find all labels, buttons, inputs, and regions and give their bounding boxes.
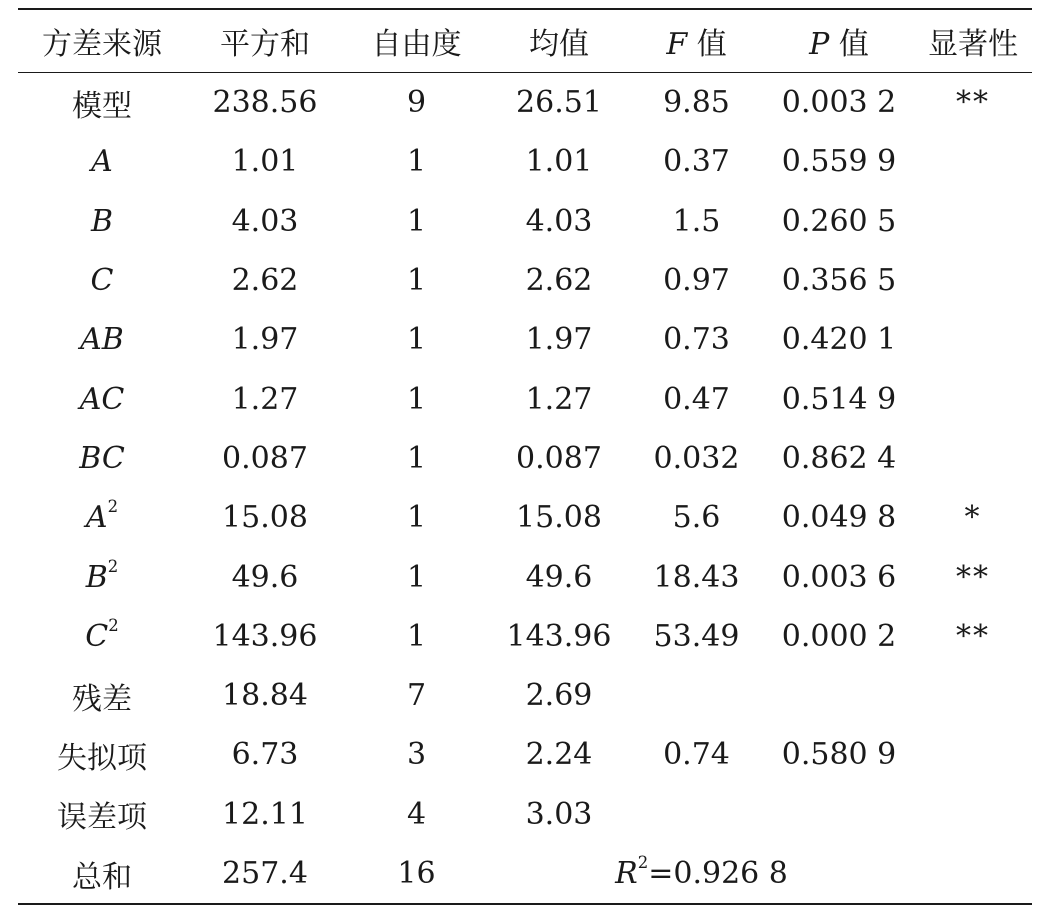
source-italic: AB <box>80 322 124 358</box>
cell-f-value: 9.85 <box>663 85 730 121</box>
cell-source <box>18 488 186 547</box>
cell-p-value: 0.003 2 <box>781 85 897 121</box>
header-f-value <box>629 9 764 73</box>
cell-p-value: 0.514 9 <box>781 381 897 417</box>
r-squared-value: =0.926 8 <box>648 856 788 891</box>
cell-degrees-of-freedom: 1 <box>406 144 427 180</box>
cell-total-sum-of-squares: 257.4 <box>222 856 308 891</box>
cell-degrees-of-freedom: 1 <box>406 203 427 239</box>
cell-source <box>18 132 186 191</box>
cell-degrees-of-freedom: 1 <box>406 559 427 595</box>
table-row <box>18 192 1032 251</box>
table-row <box>18 785 1032 844</box>
cell-sum-of-squares: 6.73 <box>231 737 299 773</box>
cell-sum-of-squares: 238.56 <box>212 85 318 121</box>
cell-mean-square: 2.24 <box>525 737 593 773</box>
anova-table <box>18 8 1032 905</box>
header-degrees-of-freedom: 自由度 <box>371 27 462 62</box>
cell-f-value: 1.5 <box>672 203 721 239</box>
cell-total-significance <box>914 844 1032 904</box>
cell-mean-square: 26.51 <box>516 85 602 121</box>
cell-f-value: 0.47 <box>663 381 730 417</box>
cell-source <box>18 73 186 133</box>
cell-sum-of-squares: 4.03 <box>231 203 299 239</box>
cell-f-value: 0.37 <box>663 144 730 180</box>
header-sum-of-squares: 平方和 <box>220 27 310 62</box>
cell-f-value <box>629 785 764 844</box>
cell-p-value <box>764 666 914 725</box>
cell-significance <box>914 429 1032 488</box>
cell-source <box>18 607 186 666</box>
cell-source <box>18 785 186 844</box>
cell-sum-of-squares: 0.087 <box>222 440 308 476</box>
cell-f-value: 0.97 <box>663 263 730 299</box>
cell-sum-of-squares: 12.11 <box>222 796 308 832</box>
header-f-symbol: F <box>666 27 688 62</box>
header-f-suffix: 值 <box>696 27 727 62</box>
header-p-value <box>764 9 914 73</box>
cell-significance: * <box>964 500 982 536</box>
cell-p-value: 0.000 2 <box>781 618 897 654</box>
source-italic: B <box>90 203 114 239</box>
cell-sum-of-squares: 15.08 <box>222 500 308 536</box>
cell-p-value: 0.049 8 <box>781 500 897 536</box>
cell-significance <box>914 251 1032 310</box>
header-mean-square: 均值 <box>529 27 589 62</box>
cell-total-source: 总和 <box>72 859 132 895</box>
cell-degrees-of-freedom: 7 <box>406 678 427 714</box>
cell-source <box>18 725 186 784</box>
header-source: 方差来源 <box>42 27 162 62</box>
cell-f-value <box>629 666 764 725</box>
cell-r-squared <box>489 844 914 904</box>
source-superscript: 2 <box>107 556 119 576</box>
cell-significance <box>914 192 1032 251</box>
table-row <box>18 488 1032 547</box>
cell-degrees-of-freedom: 1 <box>406 263 427 299</box>
cell-degrees-of-freedom: 1 <box>406 618 427 654</box>
source-text: 失拟项 <box>57 740 147 776</box>
cell-source <box>18 192 186 251</box>
cell-f-value: 0.032 <box>653 440 740 476</box>
cell-significance <box>914 666 1032 725</box>
table-row <box>18 132 1032 191</box>
r-squared-superscript: 2 <box>637 853 649 873</box>
cell-mean-square: 2.69 <box>525 678 593 714</box>
table-row <box>18 429 1032 488</box>
cell-p-value: 0.003 6 <box>781 559 897 595</box>
cell-degrees-of-freedom: 1 <box>406 440 427 476</box>
cell-significance <box>914 132 1032 191</box>
source-italic: BC <box>79 440 125 476</box>
cell-p-value: 0.580 9 <box>781 737 897 773</box>
source-italic: AC <box>79 381 125 417</box>
cell-significance <box>914 785 1032 844</box>
cell-source <box>18 310 186 369</box>
cell-f-value: 53.49 <box>653 618 740 654</box>
source-superscript: 2 <box>108 615 119 635</box>
header-p-symbol: P <box>809 27 830 62</box>
cell-sum-of-squares: 143.96 <box>212 618 318 654</box>
header-significance: 显著性 <box>928 27 1018 62</box>
table-row <box>18 607 1032 666</box>
table-header <box>18 9 1032 73</box>
cell-significance <box>914 310 1032 369</box>
cell-mean-square: 15.08 <box>516 500 602 536</box>
table-row <box>18 310 1032 369</box>
source-text: 残差 <box>72 681 132 717</box>
table-row <box>18 251 1032 310</box>
cell-significance <box>914 369 1032 428</box>
cell-p-value: 0.356 5 <box>781 263 897 299</box>
cell-significance <box>914 725 1032 784</box>
cell-sum-of-squares: 18.84 <box>222 678 308 714</box>
table-row <box>18 725 1032 784</box>
cell-degrees-of-freedom: 1 <box>406 500 427 536</box>
cell-sum-of-squares: 2.62 <box>231 263 299 299</box>
cell-mean-square: 49.6 <box>525 559 593 595</box>
cell-sum-of-squares: 1.27 <box>231 381 299 417</box>
cell-mean-square: 4.03 <box>525 203 593 239</box>
cell-source <box>18 251 186 310</box>
cell-degrees-of-freedom: 4 <box>406 796 427 832</box>
cell-f-value: 5.6 <box>672 500 721 536</box>
cell-significance: ** <box>956 618 990 654</box>
header-p-suffix: 值 <box>838 27 869 62</box>
source-italic: B <box>85 559 108 595</box>
cell-p-value: 0.559 9 <box>781 144 897 180</box>
cell-source <box>18 666 186 725</box>
cell-mean-square: 1.27 <box>525 381 593 417</box>
cell-f-value: 0.73 <box>663 322 730 358</box>
source-italic: A <box>91 144 113 180</box>
header-row <box>18 9 1032 73</box>
source-italic: C <box>90 263 114 299</box>
cell-sum-of-squares: 49.6 <box>231 559 299 595</box>
anova-table-container <box>18 8 1032 905</box>
cell-mean-square: 143.96 <box>506 618 612 654</box>
cell-f-value: 0.74 <box>663 737 730 773</box>
cell-p-value: 0.260 5 <box>781 203 897 239</box>
cell-mean-square: 3.03 <box>525 796 593 832</box>
table-row <box>18 547 1032 606</box>
table-row-total <box>18 844 1032 904</box>
cell-p-value: 0.420 1 <box>781 322 897 358</box>
cell-source <box>18 429 186 488</box>
cell-significance: ** <box>956 559 990 595</box>
source-text: 模型 <box>72 88 132 124</box>
source-italic: C <box>85 618 109 654</box>
cell-p-value <box>764 785 914 844</box>
cell-sum-of-squares: 1.97 <box>231 322 299 358</box>
cell-mean-square: 2.62 <box>525 263 593 299</box>
cell-sum-of-squares: 1.01 <box>231 144 299 180</box>
cell-degrees-of-freedom: 3 <box>406 737 427 773</box>
table-body <box>18 73 1032 905</box>
cell-degrees-of-freedom: 9 <box>406 85 427 121</box>
cell-mean-square: 1.97 <box>525 322 593 358</box>
source-superscript: 2 <box>107 497 119 517</box>
source-text: 误差项 <box>57 800 147 836</box>
table-row <box>18 73 1032 133</box>
cell-significance: ** <box>956 85 990 121</box>
cell-source <box>18 369 186 428</box>
table-row <box>18 369 1032 428</box>
cell-degrees-of-freedom: 1 <box>406 322 427 358</box>
cell-degrees-of-freedom: 1 <box>406 381 427 417</box>
cell-f-value: 18.43 <box>653 559 740 595</box>
cell-mean-square: 0.087 <box>516 440 602 476</box>
cell-mean-square: 1.01 <box>525 144 593 180</box>
cell-total-degrees-of-freedom: 16 <box>397 856 436 891</box>
r-squared-symbol: R <box>615 856 638 891</box>
cell-source <box>18 547 186 606</box>
source-italic: A <box>85 500 108 536</box>
table-row <box>18 666 1032 725</box>
cell-p-value: 0.862 4 <box>781 440 897 476</box>
